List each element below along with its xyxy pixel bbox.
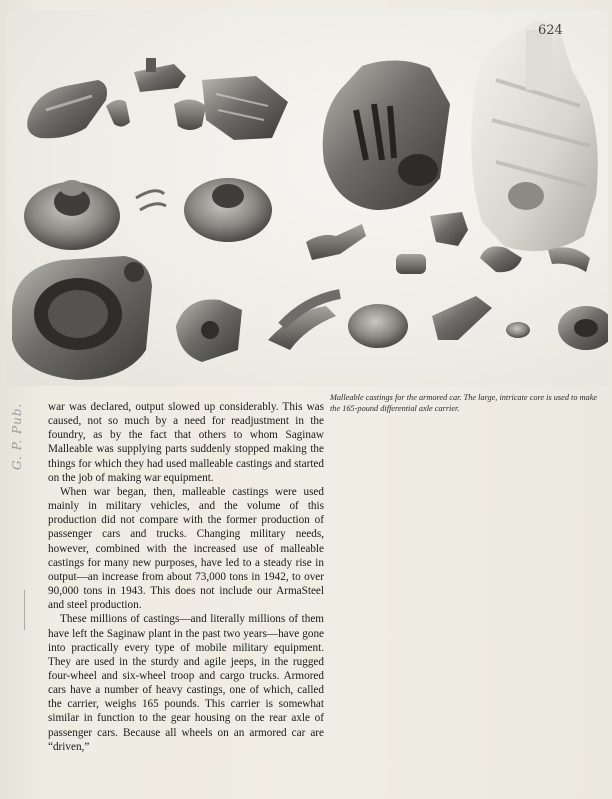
casting-hook-right [548, 247, 590, 272]
casting-mount-bracket [176, 300, 242, 362]
casting-flange-left [24, 180, 120, 250]
casting-u-bend [480, 246, 522, 272]
casting-ribbed-plate [202, 76, 288, 140]
casting-flange-right [184, 178, 272, 242]
casting-gear-ring [558, 306, 608, 350]
article-paragraph: war was declared, output slowed up considerably. This was caused, not so much by a need for readjustment in the foundry, as by the fact that others to whom Saginaw Malleable was supplying parts suddenly stopped making the things for which they had used malleable castings and started on the job of making war equipment. [48, 401, 324, 484]
casting-differential-carrier [323, 60, 450, 210]
article-paragraph: When war began, then, malleable castings were used mainly in military vehicles, and the volume of this production did not compare with the former production of passenger cars and trucks. Changing military needs, however, combined with the increased use of malleable castings for many new purposes, have led to a steady rise in output—an increase from about 73,000 tons in 1942, to over 90,000 tons in 1943. This does not include our ArmaSteel and steel production. [48, 485, 324, 612]
casting-cap-dome [348, 304, 408, 348]
casting-axle-housing [12, 256, 152, 380]
casting-button [506, 322, 530, 338]
margin-pencil-mark [24, 590, 25, 630]
core-part-stamp: 624 [538, 23, 563, 38]
handwritten-margin-note: G. P. Pub. [10, 402, 24, 470]
photo-caption: Malleable castings for the armored car. The large, intricate core is used to make the 165-pound differential axle carrier. [330, 393, 598, 413]
casting-sleeve [396, 254, 426, 274]
article-paragraph: These millions of castings—and literally millions of them have left the Saginaw plant in the past two years—have gone into practically every type of mobile military equipment. They are used in the sturdy and agile jeeps, in the rugged four-wheel and six-wheel troop and cargo trucks. Armored cars have a number of heavy castings, one of which, called the carrier, weighs 165 pounds. This carrier is somewhat similar in function to the gear housing on the rear axle of passenger cars. Because all wheels on an armored car are “driven,” [48, 613, 324, 753]
casting-spring-clip [136, 191, 166, 210]
casting-y-pipe [268, 294, 340, 350]
article-body [48, 400, 324, 754]
castings-illustration [6, 10, 608, 386]
casting-clevis-mid [430, 212, 468, 246]
casting-tube-bend [306, 224, 366, 260]
casting-clevis-top [134, 58, 186, 92]
casting-arm-curved [432, 296, 492, 340]
casting-bracket-long [27, 80, 107, 138]
castings-photograph [6, 10, 608, 386]
casting-elbow-small [174, 99, 206, 130]
sand-core-large [471, 20, 597, 251]
casting-small-hook [106, 100, 130, 127]
